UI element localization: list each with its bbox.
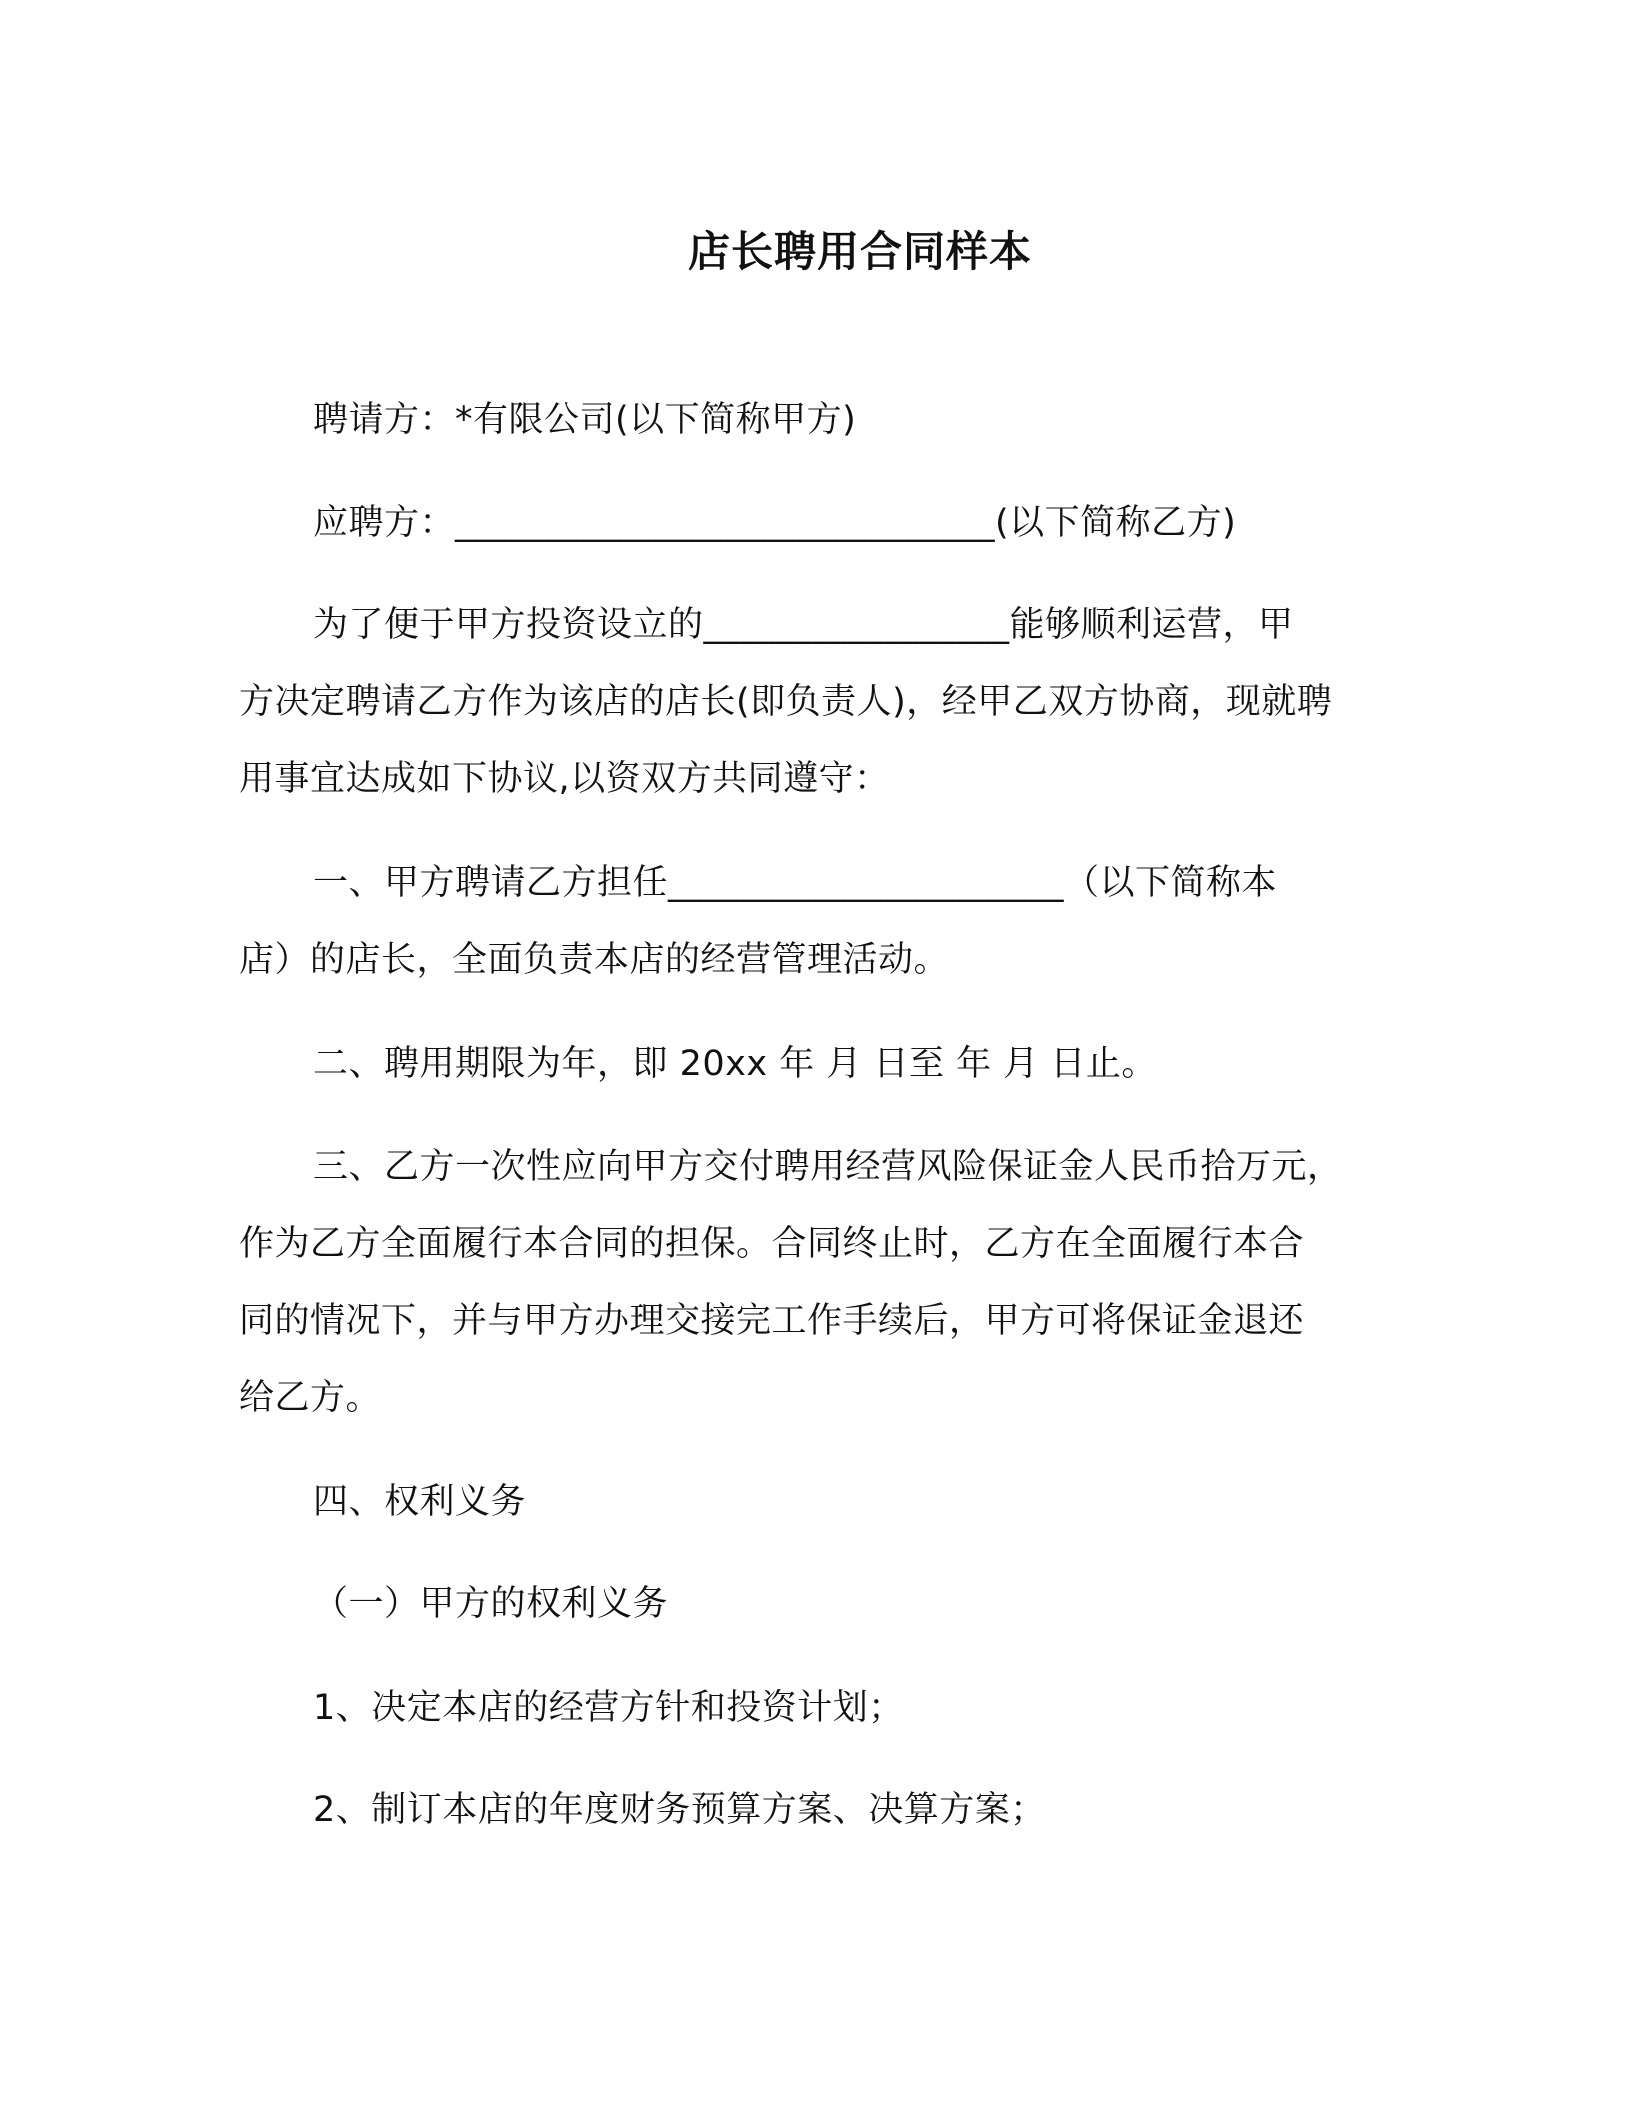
clause-3-line-1: 三、乙方一次性应向甲方交付聘用经营风险保证金人民币拾万元， [313, 1147, 1343, 1187]
document-title: 店长聘用合同样本 [687, 227, 1032, 276]
preamble-line-1: 为了便于甲方投资设立的_________________能够顺利运营，甲 [313, 605, 1294, 645]
clause-4-heading: 四、权利义务 [313, 1482, 527, 1522]
item-2-line: 2、制订本店的年度财务预算方案、决算方案； [313, 1790, 1046, 1830]
clause-3-line-4: 给乙方。 [239, 1378, 382, 1418]
preamble-line-2: 方决定聘请乙方作为该店的店长(即负责人)，经甲乙双方协商，现就聘 [239, 682, 1333, 722]
subsection-heading: （一）甲方的权利义务 [313, 1584, 669, 1624]
clause-1-line-2: 店）的店长，全面负责本店的经营管理活动。 [239, 940, 950, 980]
clause-2-line: 二、聘用期限为年，即 20xx 年 月 日至 年 月 日止。 [313, 1044, 1157, 1084]
applicant-line: 应聘方：______________________________(以下简称乙方) [313, 503, 1237, 543]
clause-3-line-3: 同的情况下，并与甲方办理交接完工作手续后，甲方可将保证金退还 [239, 1301, 1305, 1341]
clause-1-line-1: 一、甲方聘请乙方担任______________________（以下简称本 [313, 863, 1278, 903]
preamble-line-3: 用事宜达成如下协议,以资双方共同遵守： [239, 759, 890, 799]
item-1-line: 1、决定本店的经营方针和投资计划； [313, 1688, 904, 1728]
clause-3-line-2: 作为乙方全面履行本合同的担保。合同终止时，乙方在全面履行本合 [239, 1224, 1305, 1264]
hiring-party-line: 聘请方：*有限公司(以下简称甲方) [313, 400, 857, 440]
